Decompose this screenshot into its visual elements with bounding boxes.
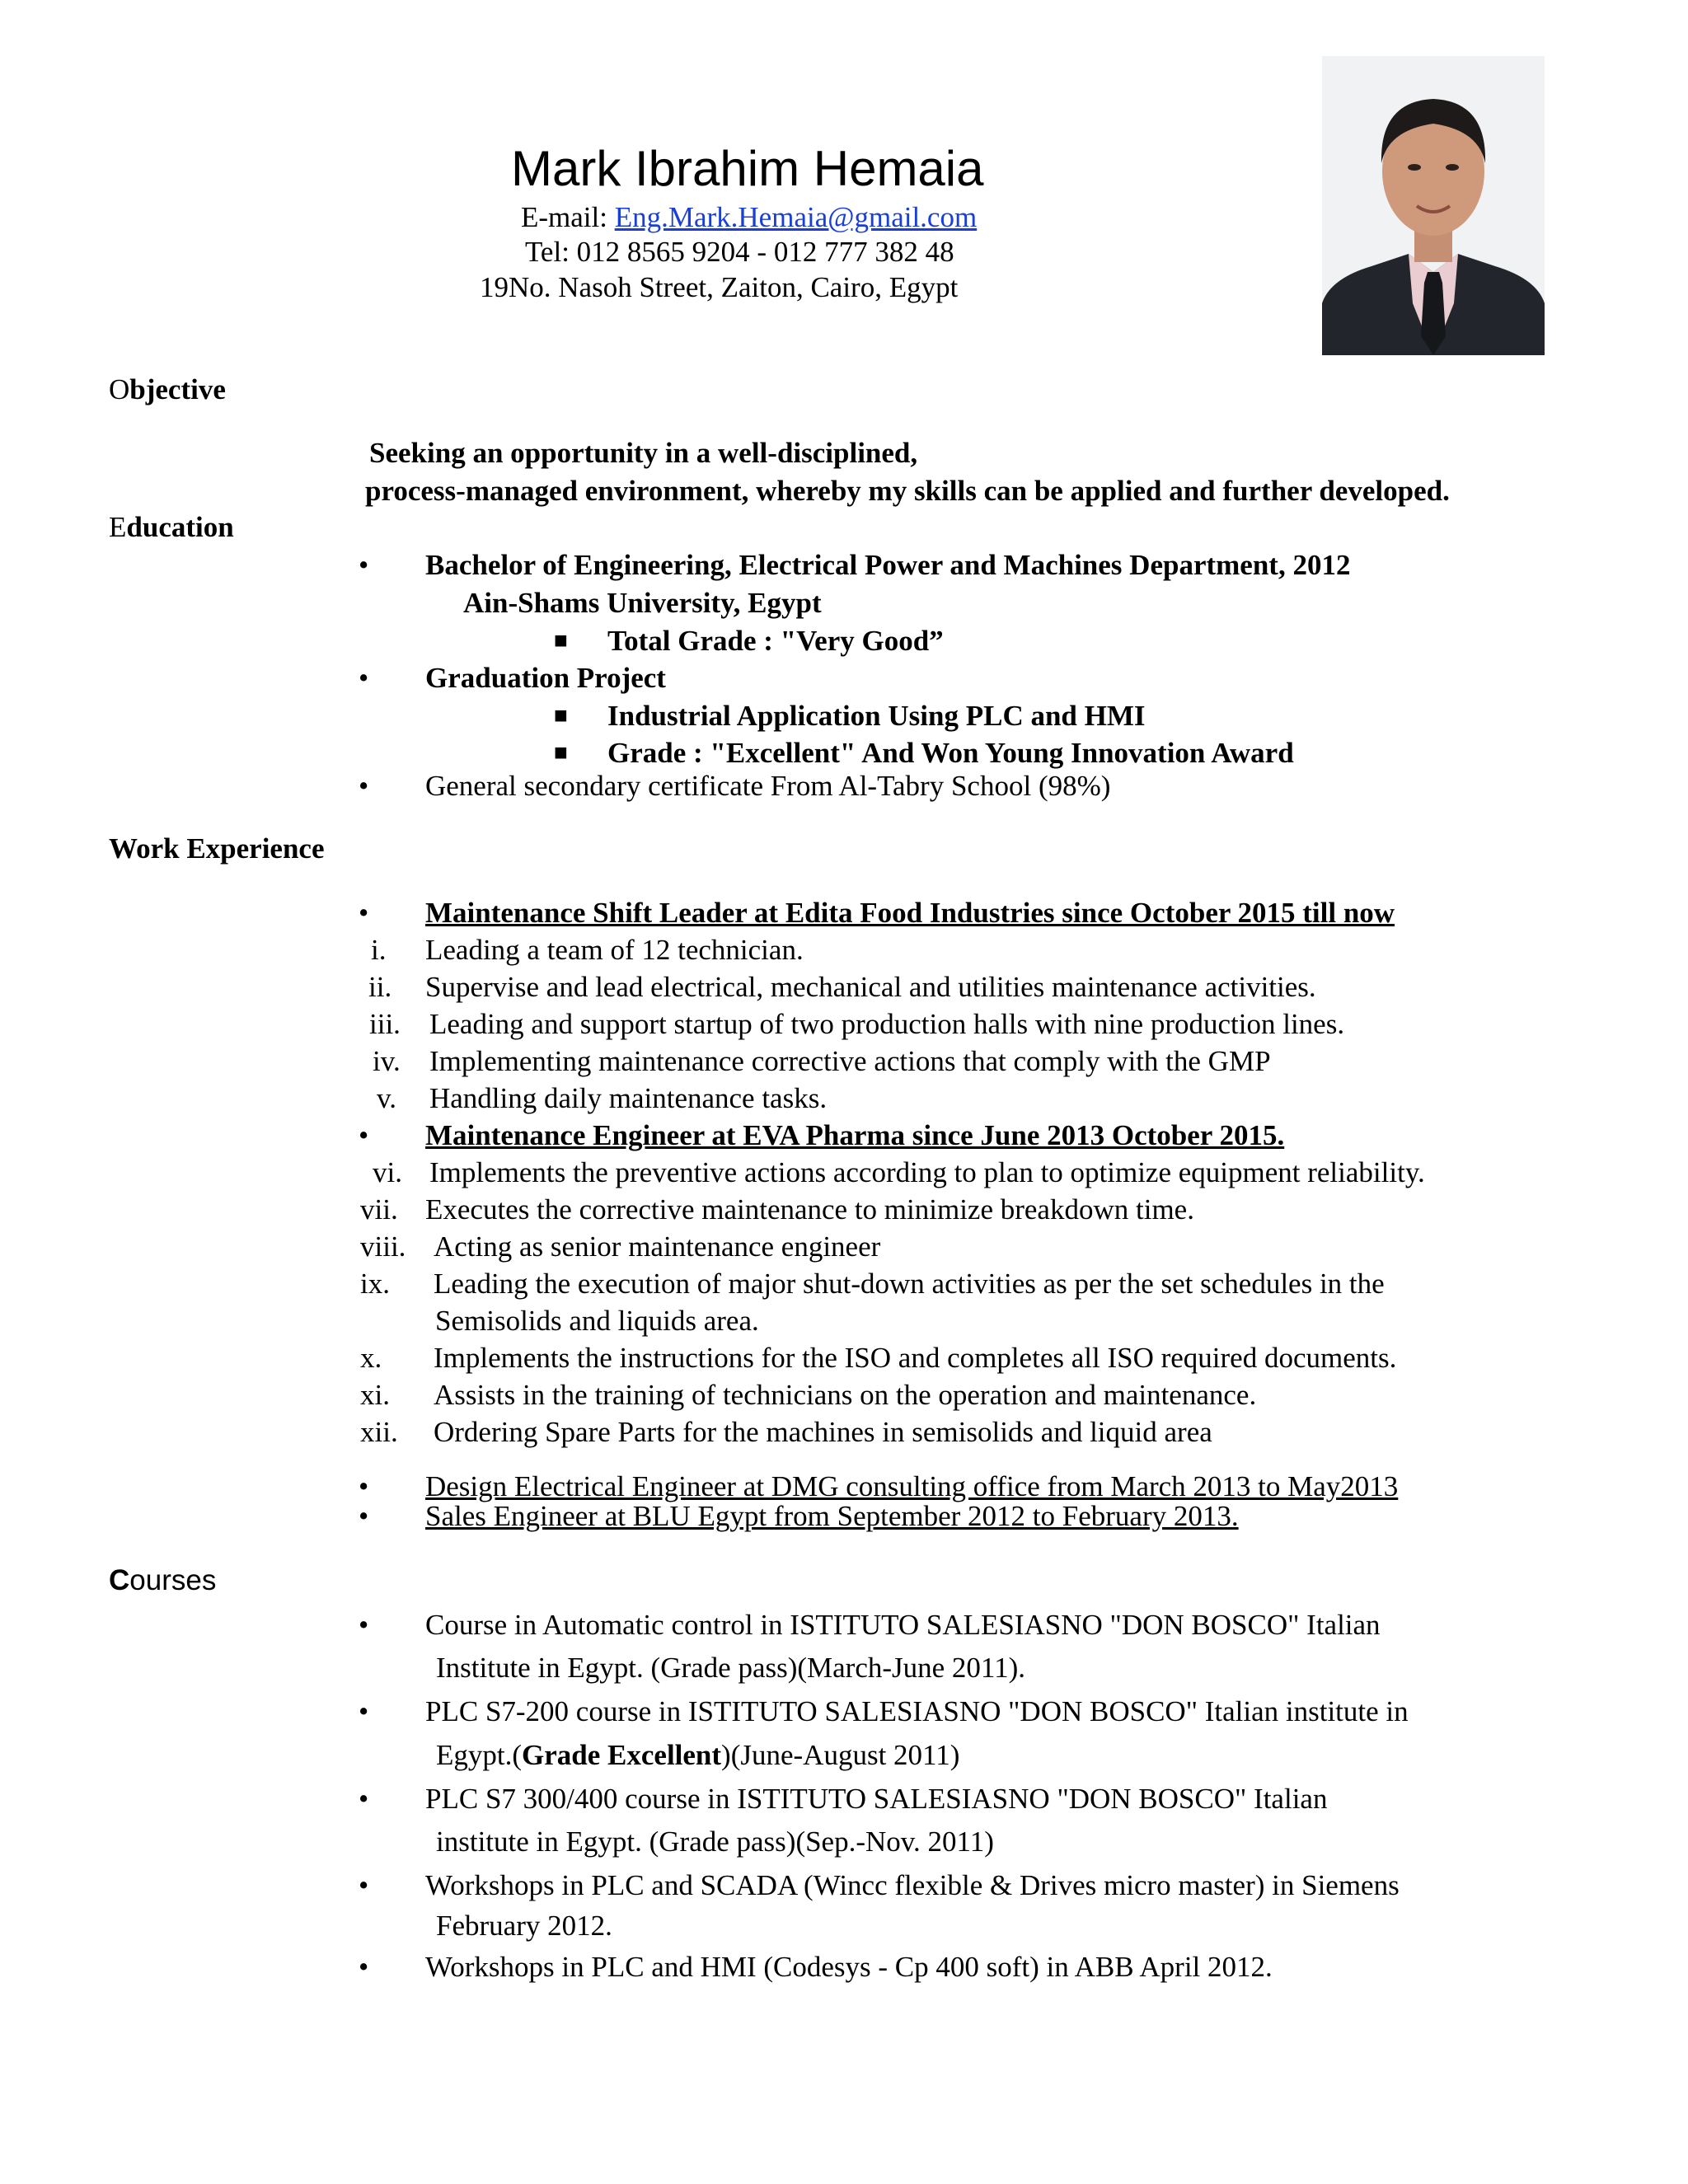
course-4-line-2: February 2012. bbox=[436, 1910, 612, 1942]
job-1-item-num: ii. bbox=[368, 971, 392, 1003]
profile-photo bbox=[1322, 56, 1545, 355]
bullet-icon: • bbox=[359, 770, 369, 802]
job-2-item: Executes the corrective maintenance to minimize breakdown time. bbox=[425, 1193, 1194, 1226]
objective-line-2: process-managed environment, whereby my skills can be applied and further developed. bbox=[365, 475, 1450, 507]
email-line bbox=[521, 199, 977, 236]
job-1-title: Maintenance Shift Leader at Edita Food Industries since October 2015 till now bbox=[425, 897, 1395, 929]
bullet-icon: • bbox=[359, 897, 369, 929]
bullet-icon: • bbox=[359, 1783, 369, 1815]
courses-heading: Courses bbox=[109, 1564, 217, 1596]
job-2-item: Acting as senior maintenance engineer bbox=[434, 1230, 881, 1263]
job-2-item-num: ix. bbox=[360, 1268, 390, 1300]
phone-line: Tel: 012 8565 9204 - 012 777 382 48 bbox=[525, 236, 954, 268]
graduation-project-title: Graduation Project bbox=[425, 662, 666, 694]
bullet-icon: • bbox=[359, 1869, 369, 1901]
job-1-item-num: i. bbox=[371, 934, 387, 966]
objective-line-1: Seeking an opportunity in a well-disciplined, bbox=[369, 437, 918, 469]
job-1-item: Implementing maintenance corrective actions that comply with the GMP bbox=[429, 1045, 1271, 1077]
course-3-line-2: institute in Egypt. (Grade pass)(Sep.-Nov. 2011) bbox=[436, 1825, 994, 1858]
square-bullet-icon: ■ bbox=[554, 740, 568, 766]
secondary-certificate: General secondary certificate From Al-Tabry School (98%) bbox=[425, 770, 1111, 802]
bullet-icon: • bbox=[359, 1500, 369, 1532]
bullet-icon: • bbox=[359, 1609, 369, 1641]
job-1-item: Handling daily maintenance tasks. bbox=[429, 1082, 828, 1114]
email-link[interactable]: Eng.Mark.Hemaia@gmail.com bbox=[614, 201, 978, 233]
bullet-icon: • bbox=[359, 1951, 369, 1983]
job-2-item: Leading the execution of major shut-down activities as per the set schedules in the bbox=[434, 1268, 1385, 1300]
job-2-item-num: x. bbox=[360, 1342, 382, 1374]
job-2-item: Ordering Spare Parts for the machines in semisolids and liquid area bbox=[434, 1416, 1212, 1448]
university: Ain-Shams University, Egypt bbox=[463, 587, 822, 619]
job-2-item-num: xi. bbox=[360, 1379, 390, 1411]
course-1-line-2: Institute in Egypt. (Grade pass)(March-June 2011). bbox=[436, 1652, 1026, 1684]
bullet-icon: • bbox=[359, 662, 369, 694]
job-4-title: Sales Engineer at BLU Egypt from September 2012 to February 2013. bbox=[425, 1500, 1239, 1532]
course-2-line-2: Egypt.(Grade Excellent)(June-August 2011) bbox=[436, 1739, 960, 1771]
job-1-item-num: v. bbox=[377, 1082, 396, 1114]
objective-heading: Objective bbox=[109, 373, 226, 405]
job-1-item: Supervise and lead electrical, mechanical and utilities maintenance activities. bbox=[425, 971, 1316, 1003]
course-3-line-1: PLC S7 300/400 course in ISTITUTO SALESIASNO "DON BOSCO" Italian bbox=[425, 1783, 1328, 1815]
course-2-line-1: PLC S7-200 course in ISTITUTO SALESIASNO "DON BOSCO" Italian institute in bbox=[425, 1695, 1409, 1727]
course-4-line-1: Workshops in PLC and SCADA (Wincc flexible & Drives micro master) in Siemens bbox=[425, 1869, 1400, 1901]
portrait-icon bbox=[1322, 56, 1545, 355]
job-1-item-num: iii. bbox=[369, 1008, 401, 1040]
job-2-item: Semisolids and liquids area. bbox=[435, 1305, 759, 1337]
total-grade: Total Grade : "Very Good” bbox=[607, 625, 944, 657]
candidate-name: Mark Ibrahim Hemaia bbox=[511, 141, 984, 196]
square-bullet-icon: ■ bbox=[554, 628, 568, 654]
bullet-icon: • bbox=[359, 1695, 369, 1727]
bullet-icon: • bbox=[359, 549, 369, 581]
job-1-item: Leading and support startup of two production halls with nine production lines. bbox=[429, 1008, 1345, 1040]
job-2-title: Maintenance Engineer at EVA Pharma since June 2013 October 2015. bbox=[425, 1119, 1285, 1151]
graduation-project-name: Industrial Application Using PLC and HMI bbox=[607, 700, 1146, 732]
job-3-title: Design Electrical Engineer at DMG consulting office from March 2013 to May2013 bbox=[425, 1470, 1399, 1502]
course-5-line-1: Workshops in PLC and HMI (Codesys - Cp 400 soft) in ABB April 2012. bbox=[425, 1951, 1273, 1983]
work-experience-heading: Work Experience bbox=[109, 832, 325, 865]
job-2-item-num: xii. bbox=[360, 1416, 398, 1448]
email-label: E-mail: bbox=[521, 201, 615, 233]
job-2-item: Assists in the training of technicians on the operation and maintenance. bbox=[434, 1379, 1257, 1411]
square-bullet-icon: ■ bbox=[554, 703, 568, 729]
graduation-project-grade: Grade : "Excellent" And Won Young Innovation Award bbox=[607, 737, 1294, 769]
job-1-item-num: iv. bbox=[373, 1045, 401, 1077]
education-heading: Education bbox=[109, 511, 234, 543]
job-2-item-num: vii. bbox=[360, 1193, 398, 1226]
job-2-item: Implements the preventive actions according to plan to optimize equipment reliability. bbox=[429, 1156, 1425, 1188]
degree-title: Bachelor of Engineering, Electrical Power and Machines Department, 2012 bbox=[425, 549, 1351, 581]
bullet-icon: • bbox=[359, 1470, 369, 1502]
job-2-item-num: viii. bbox=[360, 1230, 406, 1263]
address-line: 19No. Nasoh Street, Zaiton, Cairo, Egypt bbox=[480, 271, 959, 303]
job-2-item-num: vi. bbox=[373, 1156, 402, 1188]
job-1-item: Leading a team of 12 technician. bbox=[425, 934, 804, 966]
course-1-line-1: Course in Automatic control in ISTITUTO SALESIASNO "DON BOSCO" Italian bbox=[425, 1609, 1381, 1641]
job-2-item: Implements the instructions for the ISO and completes all ISO required documents. bbox=[434, 1342, 1397, 1374]
bullet-icon: • bbox=[359, 1119, 369, 1151]
